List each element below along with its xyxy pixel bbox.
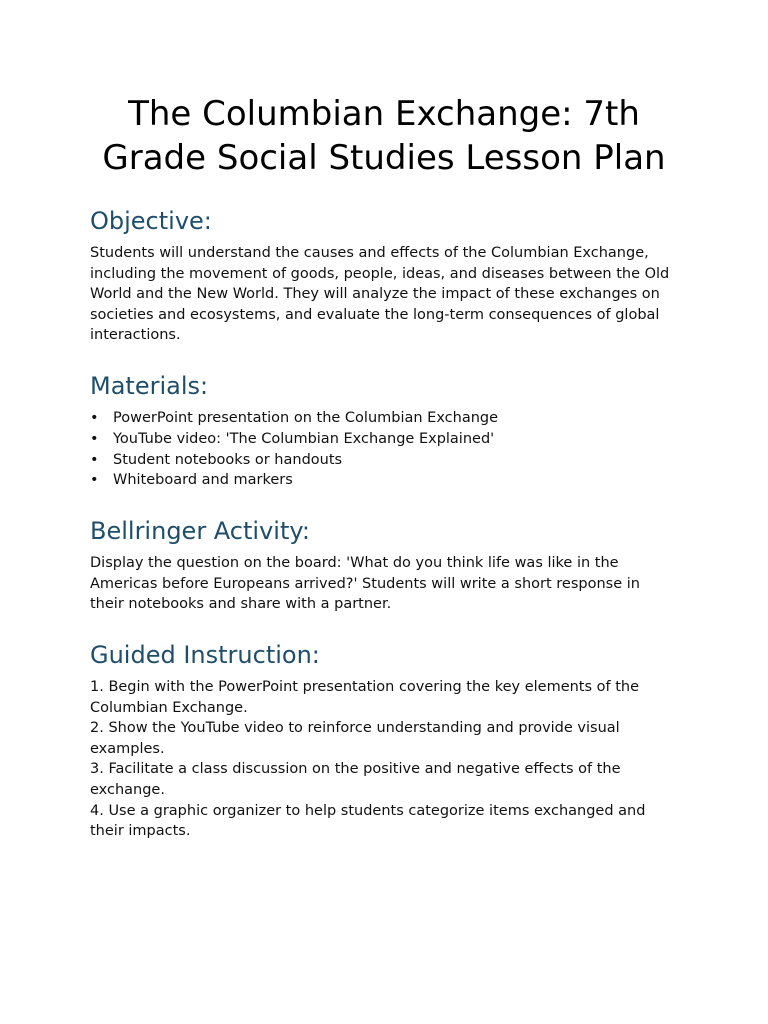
list-item: [90, 429, 678, 450]
bullet-icon: •: [90, 430, 99, 447]
guided-instruction-heading: Guided Instruction:: [90, 640, 320, 669]
materials-item-text: PowerPoint presentation on the Columbian Exchange: [113, 409, 499, 426]
materials-list: [90, 408, 678, 491]
materials-item-text: Student notebooks or handouts: [113, 451, 343, 468]
materials-heading: Materials:: [90, 371, 209, 400]
guided-instruction-steps: [90, 677, 678, 842]
bellringer-heading: Bellringer Activity:: [90, 517, 310, 546]
guided-step: 1. Begin with the PowerPoint presentation covering the key elements of the Columbian Exchange.: [90, 678, 640, 716]
bellringer-text: Display the question on the board: 'What do you think life was like in the Americas before Europeans arrived?' Students will write a short response in their notebooks and share with a partner.: [90, 555, 640, 613]
bullet-icon: •: [90, 472, 99, 489]
list-item: [90, 408, 678, 429]
page-title: The Columbian Exchange: 7th Grade Social Studies Lesson Plan: [102, 94, 666, 178]
list-item: [90, 470, 678, 491]
materials-item-text: Whiteboard and markers: [113, 472, 293, 489]
objective-heading: Objective:: [90, 207, 212, 235]
guided-step: 3. Facilitate a class discussion on the positive and negative effects of the exchange.: [90, 761, 621, 798]
guided-step: 4. Use a graphic organizer to help students categorize items exchanged and their impacts.: [90, 802, 646, 840]
guided-step: 2. Show the YouTube video to reinforce understanding and provide visual examples.: [90, 720, 620, 757]
list-item: [90, 450, 678, 471]
bullet-icon: •: [90, 451, 99, 468]
materials-item-text: YouTube video: 'The Columbian Exchange Explained': [113, 430, 495, 447]
bullet-icon: •: [90, 409, 99, 426]
objective-text: Students will understand the causes and effects of the Columbian Exchange, including the movement of goods, people, ideas, and diseases between the Old World and the New World. They will analyze the impact of these exchanges on societies and ecosystems, and evaluate the long-term consequences of global interactions.: [90, 245, 670, 344]
